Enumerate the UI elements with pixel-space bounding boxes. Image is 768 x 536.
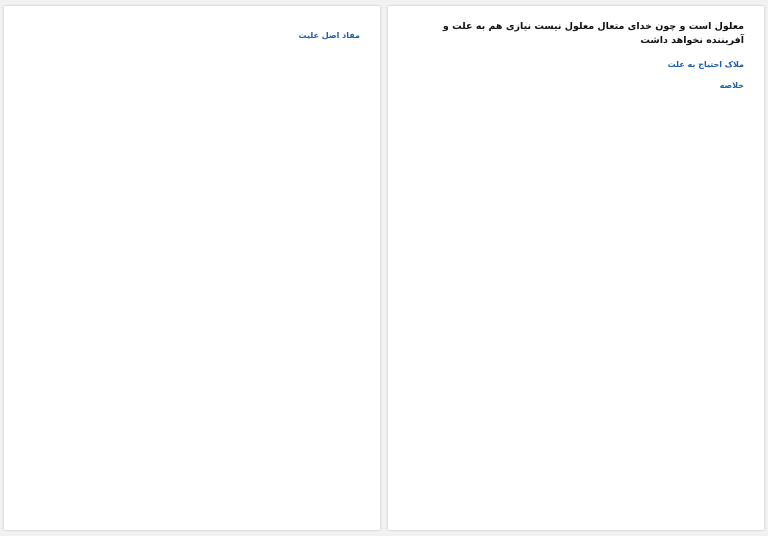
- section-heading-summary: خلاصه: [719, 80, 744, 90]
- right-page-title: معلول است و چون خدای متعال معلول نیست نیازی هم به علت و آفریننده نخواهد داشت: [442, 21, 744, 47]
- section-heading-causality-meaning: مفاد اصل علیت: [298, 31, 360, 40]
- section-heading-need-for-cause: ملاک احتیاج به علت: [667, 59, 744, 69]
- right-page: [388, 6, 764, 530]
- left-page: [4, 6, 380, 530]
